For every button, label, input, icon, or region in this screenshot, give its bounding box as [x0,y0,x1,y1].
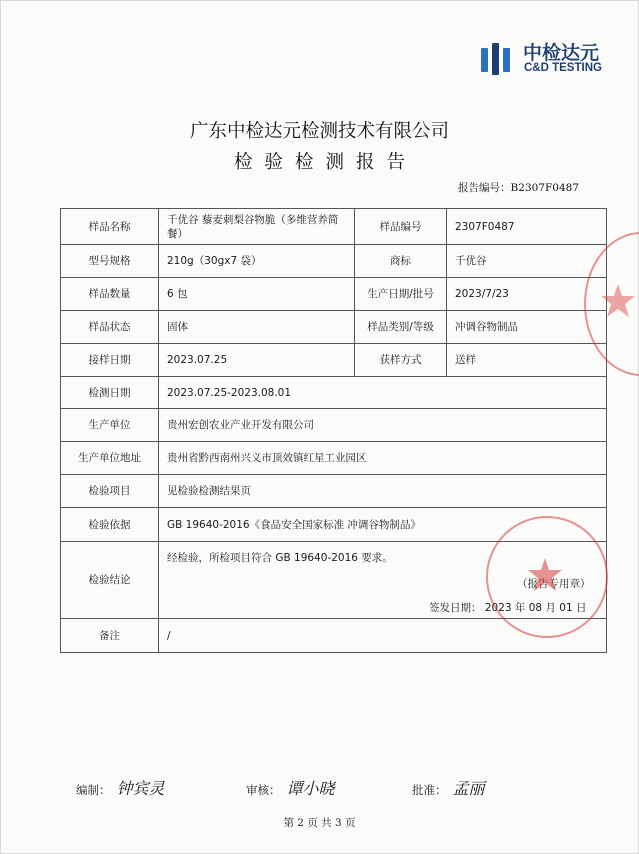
editor-label: 编制： [76,783,111,797]
conclusion-value: 经检验，所检项目符合 GB 19640-2016 要求。 [167,551,393,564]
report-number: 报告编号：B2307F0487 [458,182,579,194]
approver-name: 孟丽 [452,779,485,798]
approver-label: 批准： [412,783,447,797]
sample-no-label: 样品编号 [355,209,447,245]
table-row [61,209,607,245]
remark-label: 备注 [61,619,159,653]
company-logo [478,38,618,78]
table-row [61,409,607,442]
remark-value: / [159,619,607,653]
model-label: 型号规格 [61,245,159,278]
logo-mark-icon [478,40,516,78]
table-row [61,245,607,278]
sampling-method-label: 获样方式 [355,344,447,377]
table-row [61,311,607,344]
brand-value: 千优谷 [447,245,607,278]
inspection-seal [486,516,608,638]
items-value: 见检验检测结果页 [159,475,607,508]
page-number: 第 2 页 共 3 页 [283,817,356,829]
state-value: 固体 [159,311,355,344]
table-row [61,278,607,311]
sample-name-value: 千优谷 藜麦刺梨谷物脆（多维营养简餐） [159,209,355,245]
basis-value: GB 19640-2016《食品安全国家标准 冲调谷物制品》 [159,508,607,542]
producer-label: 生产单位 [61,409,159,442]
editor-name: 钟宾灵 [116,779,165,798]
sample-no-value: 2307F0487 [447,209,607,245]
conclusion-label: 检验结论 [61,542,159,619]
table-row [61,377,607,409]
address-value: 贵州省黔西南州兴义市顶效镇红星工业园区 [159,442,607,475]
reviewer-label: 审核： [246,783,281,797]
approver-signature [412,776,485,799]
table-row [61,475,607,508]
sampling-date-value: 2023.07.25 [159,344,355,377]
sample-name-label: 样品名称 [61,209,159,245]
sampling-method-value: 送样 [447,344,607,377]
test-date-value: 2023.07.25-2023.08.01 [159,377,607,409]
address-label: 生产单位地址 [61,442,159,475]
basis-label: 检验依据 [61,508,159,542]
seal-star-icon [486,516,604,634]
quantity-value: 6 包 [159,278,355,311]
report-title: 检验检测报告 [233,152,417,173]
producer-value: 贵州宏创农业产业开发有限公司 [159,409,607,442]
quantity-label: 样品数量 [61,278,159,311]
sampling-date-label: 接样日期 [61,344,159,377]
logo-name-en: C&D TESTING [524,62,602,74]
test-date-label: 检测日期 [61,377,159,409]
category-label: 样品类别/等级 [355,311,447,344]
issue-date: 签发日期： 2023 年 08 月 01 日 [429,601,587,614]
state-label: 样品状态 [61,311,159,344]
logo-name-cn: 中检达元 [523,42,600,64]
brand-label: 商标 [355,245,447,278]
batch-value: 2023/7/23 [447,278,607,311]
model-value: 210g（30gx7 袋） [159,245,355,278]
batch-label: 生产日期/批号 [355,278,447,311]
editor-signature [76,776,165,799]
reviewer-name: 谭小晓 [286,779,335,798]
company-name: 广东中检达元检测技术有限公司 [189,121,449,142]
edge-seal [584,232,639,376]
items-label: 检验项目 [61,475,159,508]
table-row [61,344,607,377]
category-value: 冲调谷物制品 [447,311,607,344]
stamp-note: （报告专用章） [517,577,591,590]
edge-seal-star-icon [584,232,639,372]
table-row [61,442,607,475]
reviewer-signature [246,776,335,799]
